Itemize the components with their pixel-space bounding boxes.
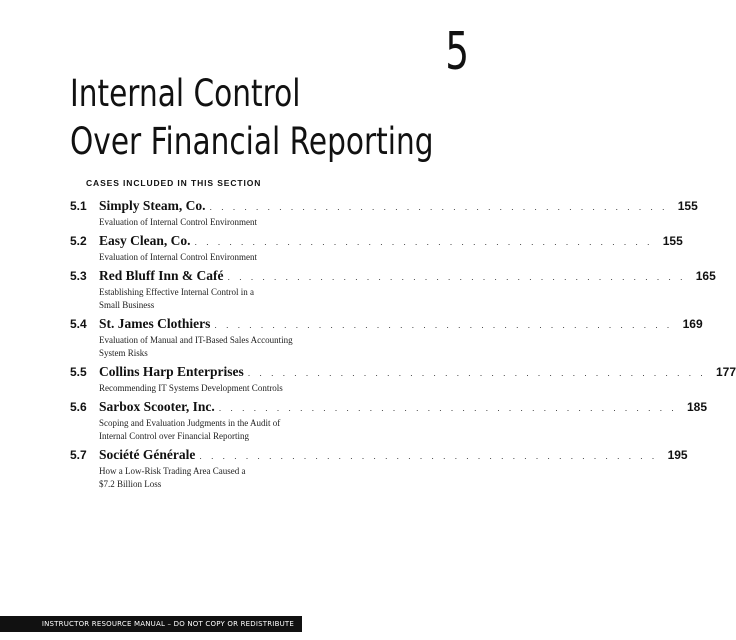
dot-leader: . . . . . . . . . . . . . . . . . . . . . . . . . . . . . . . . . . . . . . . .	[194, 237, 653, 247]
case-number: 5.7	[70, 448, 87, 462]
page-number: 177	[715, 365, 736, 379]
case-title: Sarbox Scooter, Inc.	[99, 399, 215, 414]
case-description-line: How a Low-Risk Trading Area Caused a	[99, 466, 246, 476]
page-number: 155	[677, 199, 698, 213]
toc-entry[interactable]	[70, 268, 716, 312]
case-description-line: Internal Control over Financial Reporting	[99, 431, 249, 441]
toc-entry[interactable]	[70, 233, 683, 264]
chapter-title-line-2: Over Financial Reporting	[70, 120, 434, 163]
case-description-line: Small Business	[99, 300, 155, 310]
chapter-title	[70, 70, 434, 166]
page-number: 169	[682, 317, 703, 331]
case-number: 5.4	[70, 317, 87, 331]
toc-entry[interactable]	[70, 399, 708, 443]
chapter-number: 5	[445, 22, 469, 82]
case-description-line: Scoping and Evaluation Judgments in the Audit of	[99, 418, 281, 428]
dot-leader: . . . . . . . . . . . . . . . . . . . . . . . . . . . . . . . . . . . . . . . .	[247, 368, 707, 378]
page-number: 165	[695, 269, 716, 283]
case-number: 5.1	[70, 199, 87, 213]
case-description	[99, 216, 389, 229]
case-number: 5.3	[70, 269, 87, 283]
table-of-contents	[70, 198, 736, 495]
case-description	[99, 286, 389, 312]
case-description-line: System Risks	[99, 348, 148, 358]
page-number: 195	[667, 448, 688, 462]
case-description	[99, 334, 389, 360]
case-title: St. James Clothiers	[99, 316, 211, 331]
case-title: Collins Harp Enterprises	[99, 364, 244, 379]
footer-bar	[0, 616, 302, 632]
case-description-line: Recommending IT Systems Development Controls	[99, 383, 283, 393]
case-description-line: Establishing Effective Internal Control in a	[99, 287, 255, 297]
case-title: Red Bluff Inn & Café	[99, 268, 224, 283]
toc-entry[interactable]	[70, 447, 688, 491]
case-description	[99, 465, 389, 491]
case-number: 5.2	[70, 234, 87, 248]
section-heading: CASES INCLUDED IN THIS SECTION	[86, 178, 262, 188]
toc-entry[interactable]	[70, 364, 736, 395]
case-title: Simply Steam, Co.	[99, 198, 206, 213]
dot-leader: . . . . . . . . . . . . . . . . . . . . . . . . . . . . . . . . . . . . . . . .	[218, 403, 678, 413]
page-number: 155	[662, 234, 683, 248]
page-number: 185	[686, 400, 708, 414]
case-description-line: Evaluation of Internal Control Environment	[99, 217, 257, 227]
dot-leader: . . . . . . . . . . . . . . . . . . . . . . . . . . . . . . . . . . . . . . . .	[209, 202, 668, 212]
case-description-line: $7.2 Billion Loss	[99, 479, 162, 489]
dot-leader: . . . . . . . . . . . . . . . . . . . . . . . . . . . . . . . . . . . . . . . .	[199, 451, 658, 461]
toc-entry[interactable]	[70, 198, 698, 229]
case-title: Société Générale	[99, 447, 196, 462]
case-description	[99, 417, 389, 443]
case-description	[99, 382, 389, 395]
footer-text: INSTRUCTOR RESOURCE MANUAL – DO NOT COPY OR REDISTRIBUTE	[41, 620, 294, 628]
case-number: 5.6	[70, 400, 87, 414]
case-description-line: Evaluation of Internal Control Environment	[99, 252, 257, 262]
chapter-title-line-1: Internal Control	[70, 72, 301, 115]
case-description	[99, 251, 389, 264]
toc-entry[interactable]	[70, 316, 703, 360]
dot-leader: . . . . . . . . . . . . . . . . . . . . . . . . . . . . . . . . . . . . . . . .	[214, 320, 673, 330]
case-number: 5.5	[70, 365, 87, 379]
case-description-line: Evaluation of Manual and IT-Based Sales Accounting	[99, 335, 293, 345]
case-title: Easy Clean, Co.	[99, 233, 191, 248]
dot-leader: . . . . . . . . . . . . . . . . . . . . . . . . . . . . . . . . . . . . . . . .	[227, 272, 686, 282]
